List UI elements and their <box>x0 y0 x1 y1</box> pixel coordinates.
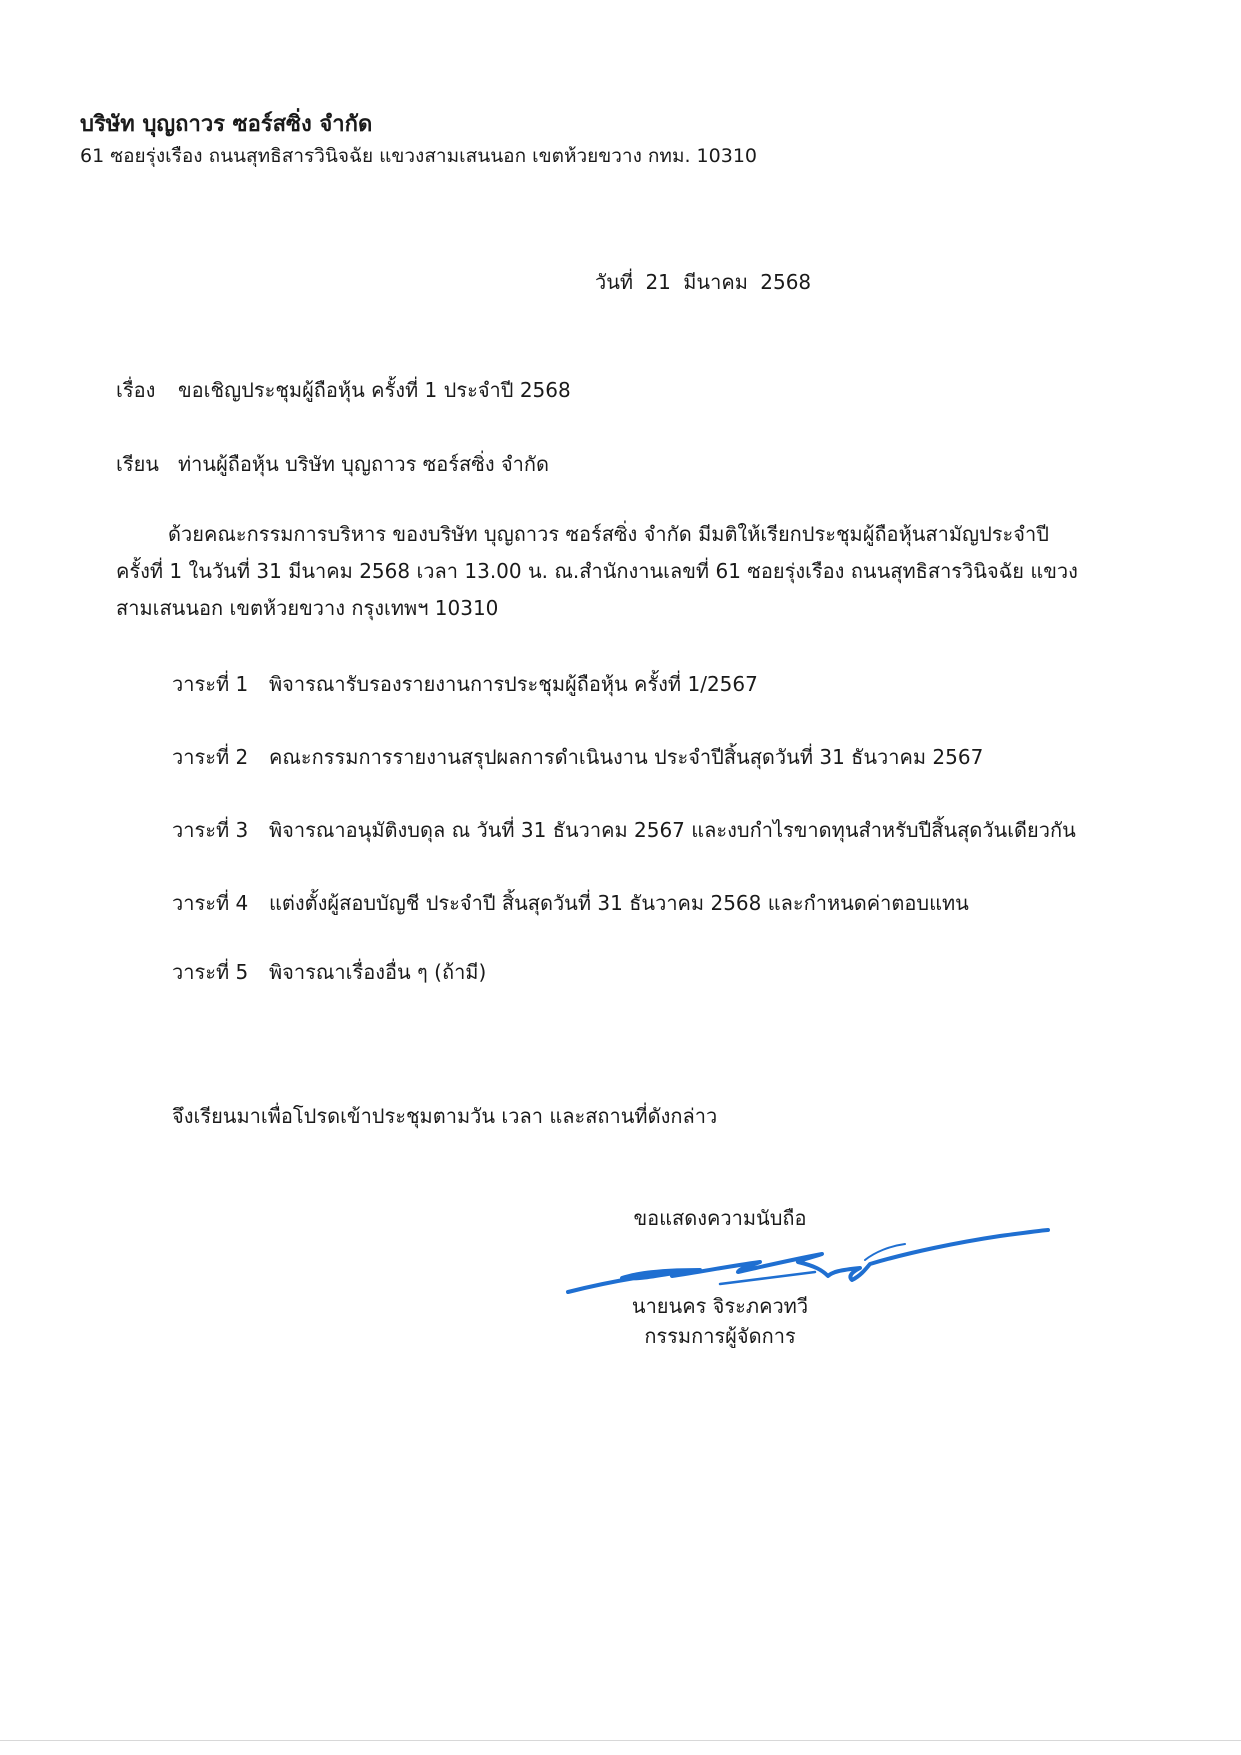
recipient-label: เรียน <box>116 452 159 476</box>
regards-text: ขอแสดงความนับถือ <box>633 1206 807 1230</box>
subject-line <box>116 374 571 406</box>
company-address: 61 ซอยรุ่งเรือง ถนนสุทธิสารวินิจฉัย แขวงสามเสนนอก เขตห้วยขวาง กทม. 10310 <box>80 145 757 167</box>
agenda-text: แต่งตั้งผู้สอบบัญชี ประจำปี สิ้นสุดวันที่ 31 ธันวาคม 2568 และกำหนดค่าตอบแทน <box>269 891 969 915</box>
signer-name: นายนคร จิระภควทวี <box>631 1294 809 1318</box>
recipient-line <box>116 448 549 480</box>
agenda-item <box>172 887 969 919</box>
subject-text: ขอเชิญประชุมผู้ถือหุ้น ครั้งที่ 1 ประจำปี 2568 <box>178 378 571 402</box>
body-text: ด้วยคณะกรรมการบริหาร ของบริษัท บุญถาวร ซอร์สซิ่ง จำกัด มีมติให้เรียกประชุมผู้ถือหุ้นสามัญประจำปี ครั้งที่ 1 ในวันที่ 31 มีนาคม 2568 เวลา 13.00 น. ณ.สำนักงานเลขที่ 61 ซอยรุ่งเรือง ถนนสุทธิสารวินิจฉัย แขวงสามเสนนอก เขตห้วยขวาง กรุงเทพฯ 10310 <box>116 522 1078 620</box>
subject-label: เรื่อง <box>116 378 156 402</box>
signer-title: กรรมการผู้จัดการ <box>644 1324 796 1348</box>
agenda-label: วาระที่ 2 <box>172 745 249 769</box>
agenda-item <box>172 741 983 773</box>
agenda-label: วาระที่ 4 <box>172 891 249 915</box>
agenda-text: คณะกรรมการรายงานสรุปผลการดำเนินงาน ประจำปีสิ้นสุดวันที่ 31 ธันวาคม 2567 <box>269 745 984 769</box>
agenda-text: พิจารณาอนุมัติงบดุล ณ วันที่ 31 ธันวาคม 2567 และงบกำไรขาดทุนสำหรับปีสิ้นสุดวันเดียวกัน <box>269 818 1076 842</box>
company-name: บริษัท บุญถาวร ซอร์สซิ่ง จำกัด <box>80 112 373 137</box>
agenda-text: พิจารณารับรองรายงานการประชุมผู้ถือหุ้น ครั้งที่ 1/2567 <box>269 672 758 696</box>
agenda-label: วาระที่ 3 <box>172 818 249 842</box>
agenda-item <box>172 956 486 988</box>
letter-date: วันที่ 21 มีนาคม 2568 <box>595 270 812 294</box>
agenda-item <box>172 668 758 700</box>
agenda-label: วาระที่ 1 <box>172 672 249 696</box>
agenda-item <box>172 814 1076 846</box>
agenda-text: พิจารณาเรื่องอื่น ๆ (ถ้ามี) <box>269 960 487 984</box>
closing-sentence: จึงเรียนมาเพื่อโปรดเข้าประชุมตามวัน เวลา และสถานที่ดังกล่าว <box>172 1104 718 1128</box>
recipient-text: ท่านผู้ถือหุ้น บริษัท บุญถาวร ซอร์สซิ่ง จำกัด <box>178 452 549 476</box>
body-paragraph <box>116 516 1078 627</box>
page-edge-line <box>0 1740 1241 1741</box>
agenda-label: วาระที่ 5 <box>172 960 249 984</box>
